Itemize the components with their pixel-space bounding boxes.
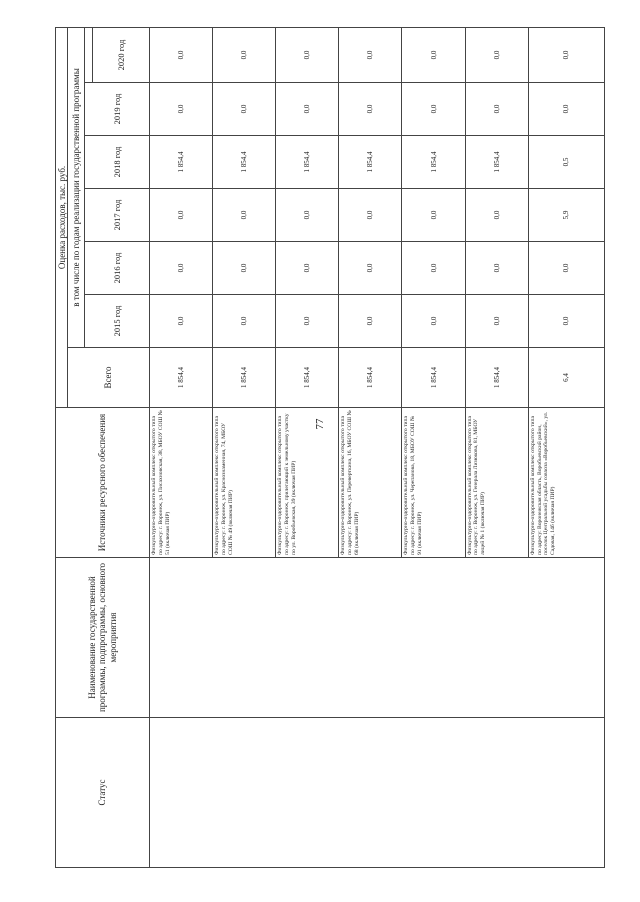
header-year-2019: 2019 год [84,83,149,136]
cell-status-empty [149,718,604,868]
cell-name-empty [149,558,604,718]
cell-y2020: 0,0 [528,27,604,82]
header-year-2020: 2020 год [93,27,150,82]
page-number: 77 [314,418,326,430]
cell-y2017: 5,9 [528,189,604,242]
cell-y2015: 0,0 [149,295,212,348]
header-year-2017: 2017 год [84,189,149,242]
cell-y2018: 0,5 [528,136,604,189]
cell-y2019: 0,0 [339,83,402,136]
cell-y2016: 0,0 [213,242,276,295]
cell-y2020: 0,0 [402,27,465,82]
cell-total: 1 854,4 [339,348,402,408]
cell-y2017: 0,0 [276,189,339,242]
cell-source: Физкультурно-оздоровительный комплекс открытого типа по адресу: г. Воронеж, ул. Писахновская, 38, МБОУ СОШ № 51 (включая ПИР) [149,408,212,558]
cell-source: Физкультурно-оздоровительный комплекс открытого типа по адресу: г. Воронеж, прилегающий к земельному участку по ул. Воробьевская, 39 (включая ПИР) [276,408,339,558]
cell-total: 1 854,4 [402,348,465,408]
cell-y2015: 0,0 [276,295,339,348]
cell-y2018: 1 854,4 [149,136,212,189]
budget-table-rotated [55,28,605,868]
cell-y2018: 1 854,4 [276,136,339,189]
header-status: Статус [56,718,150,868]
cell-y2017: 0,0 [465,189,528,242]
header-estimate: Оценка расходов, тыс. руб. [56,27,68,407]
cell-y2015: 0,0 [339,295,402,348]
cell-y2015: 0,0 [402,295,465,348]
cell-y2015: 0,0 [213,295,276,348]
cell-source: Физкультурно-оздоровительный комплекс открытого типа по адресу: г. Воронеж, ул. Переверткина, 16, МБОУ СОШ № 68 (включая ПИР) [339,408,402,558]
cell-y2018: 1 854,4 [465,136,528,189]
cell-total: 1 854,4 [213,348,276,408]
cell-y2019: 0,0 [402,83,465,136]
header-year-2016: 2016 год [84,242,149,295]
header-name: Наименование государственной программы, подпрограммы, основного мероприятия [56,558,150,718]
cell-source: Физкультурно-оздоровительный комплекс открытого типа по адресу: г. Воронеж, ул. Генерала Лизюкова, 81, МБОУ лицей № 1 (включая ПИР) [465,408,528,558]
header-year-2015: 2015 год [84,295,149,348]
cell-y2016: 0,0 [465,242,528,295]
cell-y2016: 0,0 [276,242,339,295]
cell-y2015: 0,0 [465,295,528,348]
cell-y2017: 0,0 [402,189,465,242]
cell-y2017: 0,0 [149,189,212,242]
header-by-years: в том числе по годам реализации государственной программы [68,27,84,347]
cell-y2020: 0,0 [276,27,339,82]
cell-total: 1 854,4 [276,348,339,408]
header-total: Всего [68,348,150,408]
cell-y2019: 0,0 [528,83,604,136]
cell-y2019: 0,0 [465,83,528,136]
cell-source: Физкультурно-оздоровительный комплекс открытого типа по адресу: г. Воронеж, ул. Черепанова, 18, МБОУ СОШ № 91 (включая ПИР) [402,408,465,558]
budget-table [55,27,605,868]
cell-y2016: 0,0 [149,242,212,295]
cell-y2019: 0,0 [276,83,339,136]
cell-y2019: 0,0 [149,83,212,136]
cell-source: Физкультурно-оздоровительный комплекс открытого типа по адресу: Воронежская область, Воробьевский район, поселок Центральной усадьбы совхоза «Воробьевский», ул. Садовая, 14б (включая ПИР) [528,408,604,558]
header-year-2018: 2018 год [84,136,149,189]
cell-y2018: 1 854,4 [213,136,276,189]
cell-y2016: 0,0 [528,242,604,295]
cell-y2020: 0,0 [213,27,276,82]
cell-y2018: 1 854,4 [339,136,402,189]
cell-y2018: 1 854,4 [402,136,465,189]
cell-total: 1 854,4 [149,348,212,408]
cell-y2020: 0,0 [339,27,402,82]
table-row [149,27,212,867]
cell-source: Физкультурно-оздоровительный комплекс открытого типа по адресу: г. Воронеж, ул. Краснознаменная, 74, МБОУ СОШ № 49 (включая ПИР) [213,408,276,558]
cell-y2020: 0,0 [149,27,212,82]
cell-y2016: 0,0 [339,242,402,295]
cell-total: 1 854,4 [465,348,528,408]
header-year-2020-spacer [84,27,93,82]
cell-y2015: 0,0 [528,295,604,348]
cell-y2017: 0,0 [339,189,402,242]
cell-y2016: 0,0 [402,242,465,295]
cell-total: 6,4 [528,348,604,408]
cell-y2017: 0,0 [213,189,276,242]
header-source: Источники ресурсного обеспечения [56,408,150,558]
cell-y2019: 0,0 [213,83,276,136]
cell-y2020: 0,0 [465,27,528,82]
